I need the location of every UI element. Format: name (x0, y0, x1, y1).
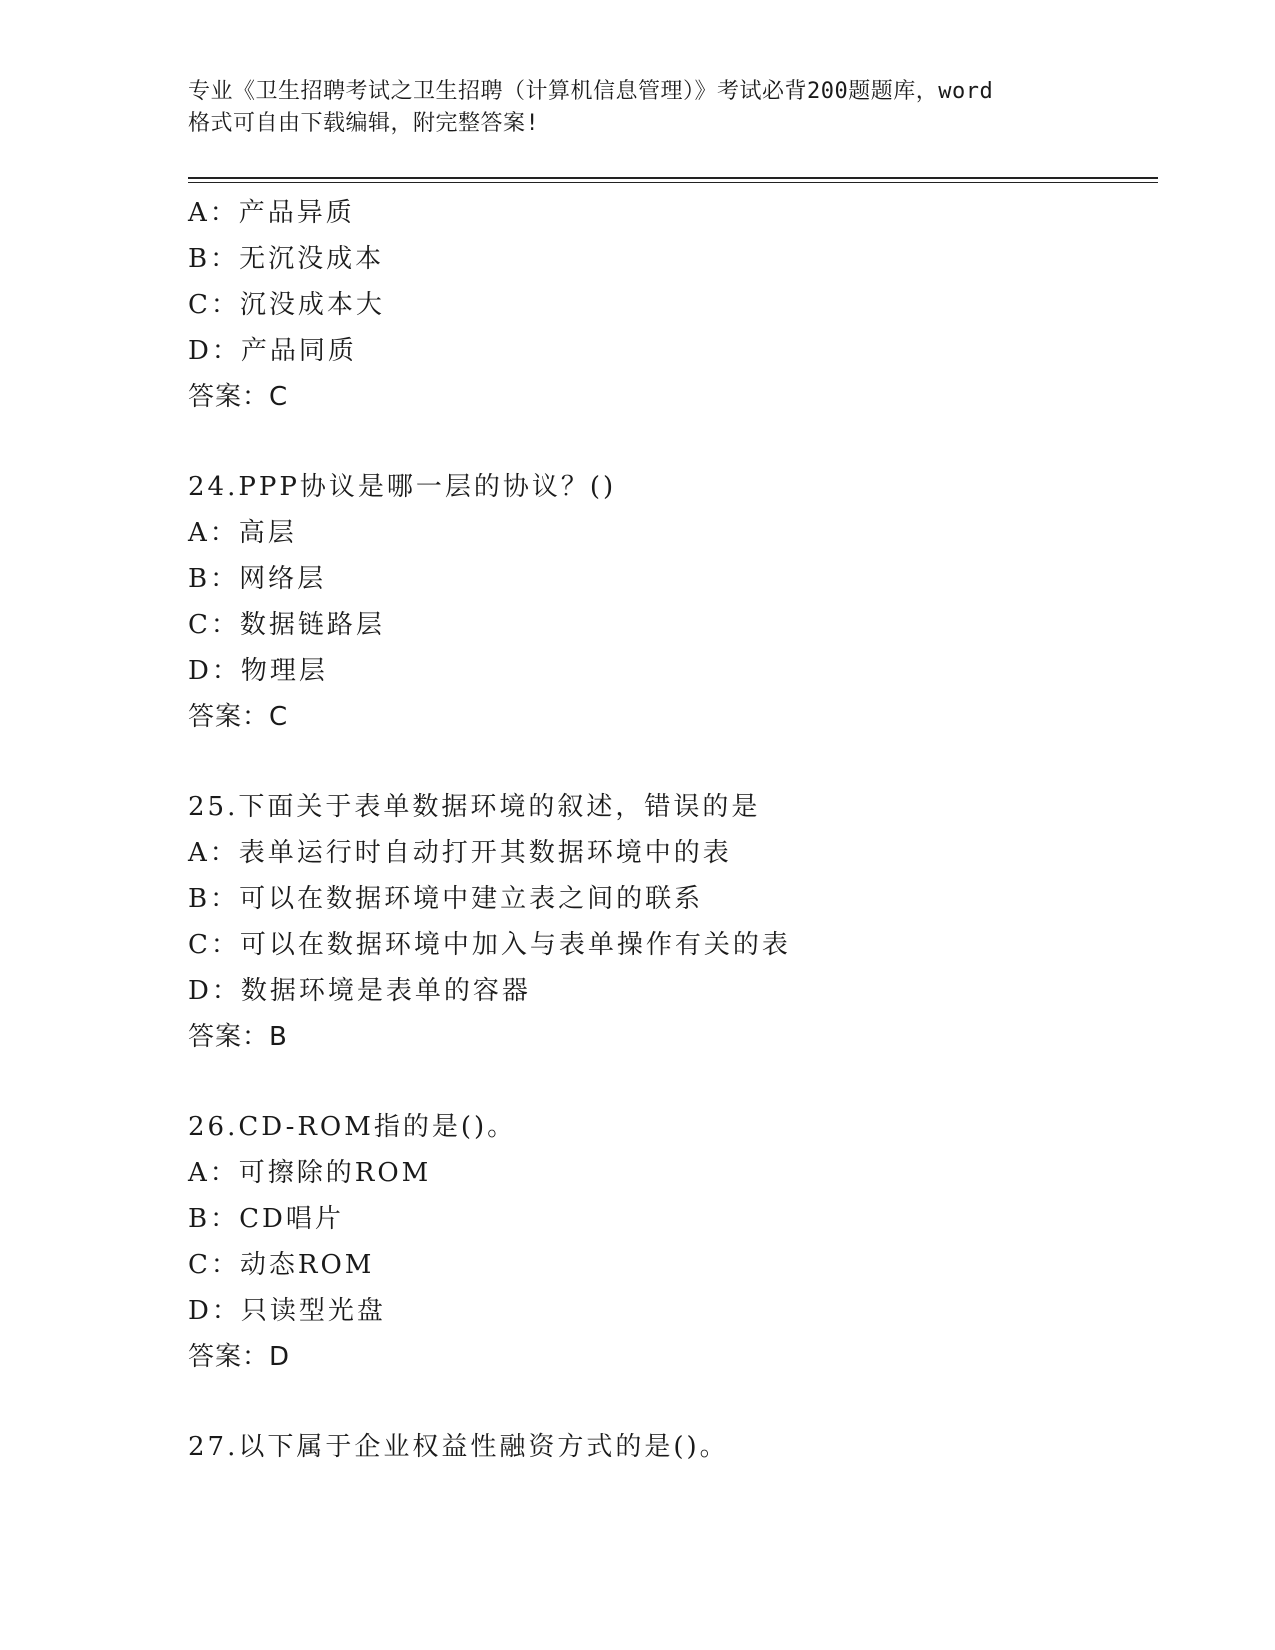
question-title: 25.下面关于表单数据环境的叙述，错误的是 (188, 792, 761, 822)
option-d: D：产品同质 (188, 336, 357, 366)
question-title: 24.PPP协议是哪一层的协议？() (188, 472, 617, 502)
question-title: 26.CD-ROM指的是()。 (188, 1112, 517, 1142)
option-a: A：可擦除的ROM (188, 1158, 432, 1188)
header-divider-thick (188, 177, 1158, 179)
question-block (188, 1104, 1158, 1380)
option-a: A：表单运行时自动打开其数据环境中的表 (188, 838, 732, 868)
question-block (188, 464, 1158, 740)
option-b: B：无沉没成本 (188, 244, 385, 274)
answer-line: 答案：D (188, 1342, 291, 1372)
option-a: A：产品异质 (188, 198, 355, 228)
option-d: D：物理层 (188, 656, 328, 686)
question-list (188, 190, 1158, 1470)
question-block (188, 190, 1158, 420)
option-b: B：CD唱片 (188, 1204, 344, 1234)
answer-line: 答案：B (188, 1022, 288, 1052)
option-b: B：网络层 (188, 564, 327, 594)
option-c: C：动态ROM (188, 1250, 375, 1280)
header-title-line-2: 格式可自由下载编辑，附完整答案! (188, 111, 540, 136)
option-c: C：数据链路层 (188, 610, 385, 640)
option-d: D：数据环境是表单的容器 (188, 976, 531, 1006)
option-c: C：沉没成本大 (188, 290, 385, 320)
document-header (188, 76, 1088, 140)
question-block (188, 784, 1158, 1060)
document-page (188, 0, 1158, 1650)
question-title: 27.以下属于企业权益性融资方式的是()。 (188, 1432, 729, 1462)
question-block (188, 1424, 1158, 1470)
option-b: B：可以在数据环境中建立表之间的联系 (188, 884, 704, 914)
option-a: A：高层 (188, 518, 297, 548)
option-d: D：只读型光盘 (188, 1296, 386, 1326)
header-title-line-1: 专业《卫生招聘考试之卫生招聘（计算机信息管理）》考试必背200题题库，word (188, 79, 994, 104)
answer-line: 答案：C (188, 702, 289, 732)
option-c: C：可以在数据环境中加入与表单操作有关的表 (188, 930, 791, 960)
answer-line: 答案：C (188, 382, 289, 412)
header-divider-thin (188, 182, 1158, 183)
